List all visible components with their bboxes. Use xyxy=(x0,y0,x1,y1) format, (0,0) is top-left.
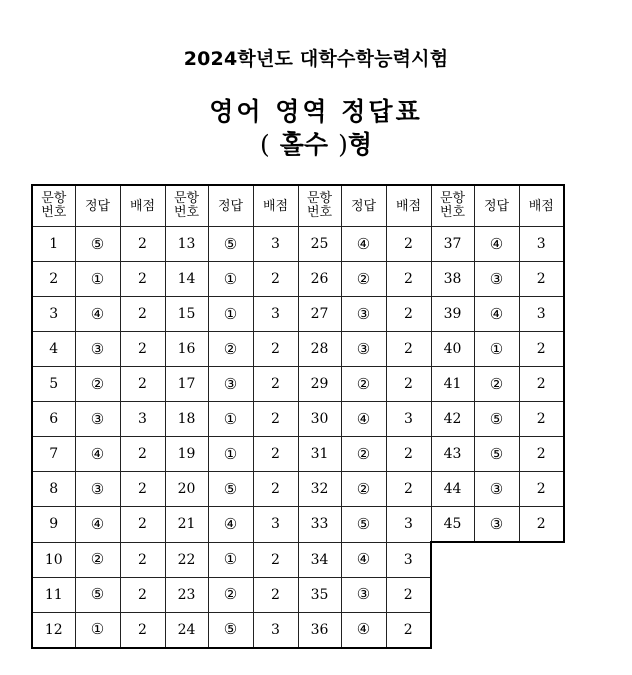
header-number xyxy=(298,185,341,227)
question-points: 2 xyxy=(120,437,165,472)
answer-choice: ② xyxy=(341,367,386,402)
question-points: 2 xyxy=(386,472,431,507)
answer-choice: ② xyxy=(208,577,253,612)
answer-choice: ⑤ xyxy=(75,577,120,612)
question-number: 14 xyxy=(165,262,208,297)
empty-cell xyxy=(474,577,519,612)
empty-cell xyxy=(474,542,519,577)
question-number: 44 xyxy=(431,472,474,507)
table-row xyxy=(32,507,564,543)
question-points: 2 xyxy=(120,542,165,577)
header-points: 배점 xyxy=(386,185,431,227)
answer-choice: ⑤ xyxy=(208,612,253,648)
question-points: 2 xyxy=(120,262,165,297)
answer-choice: ② xyxy=(341,437,386,472)
question-points: 2 xyxy=(253,332,298,367)
question-points: 2 xyxy=(519,262,564,297)
exam-title: 2024학년도 대학수학능력시험 xyxy=(183,48,449,70)
question-number: 36 xyxy=(298,612,341,648)
answer-choice: ① xyxy=(208,437,253,472)
question-points: 2 xyxy=(253,402,298,437)
question-number: 15 xyxy=(165,297,208,332)
question-number: 38 xyxy=(431,262,474,297)
header-answer: 정답 xyxy=(474,185,519,227)
answer-choice: ① xyxy=(474,332,519,367)
question-number: 11 xyxy=(32,577,75,612)
answer-choice: ④ xyxy=(341,612,386,648)
question-number: 35 xyxy=(298,577,341,612)
empty-cell xyxy=(431,542,474,577)
answer-choice: ⑤ xyxy=(208,227,253,262)
question-number: 13 xyxy=(165,227,208,262)
empty-cell xyxy=(431,612,474,648)
close-paren: ) xyxy=(338,130,348,159)
answer-choice: ④ xyxy=(75,507,120,543)
question-number: 19 xyxy=(165,437,208,472)
question-number: 28 xyxy=(298,332,341,367)
question-number: 3 xyxy=(32,297,75,332)
question-points: 2 xyxy=(253,262,298,297)
header-number-line1: 문항 xyxy=(306,191,333,206)
question-points: 2 xyxy=(253,367,298,402)
question-number: 39 xyxy=(431,297,474,332)
question-number: 29 xyxy=(298,367,341,402)
answer-choice: ② xyxy=(75,367,120,402)
question-number: 5 xyxy=(32,367,75,402)
answer-choice: ④ xyxy=(75,297,120,332)
answer-choice: ② xyxy=(341,262,386,297)
question-points: 3 xyxy=(519,297,564,332)
answer-choice: ③ xyxy=(341,332,386,367)
question-points: 3 xyxy=(253,297,298,332)
header-points: 배점 xyxy=(519,185,564,227)
question-number: 41 xyxy=(431,367,474,402)
empty-cell xyxy=(431,577,474,612)
question-points: 2 xyxy=(120,507,165,543)
table-row xyxy=(32,262,564,297)
question-number: 33 xyxy=(298,507,341,543)
question-points: 2 xyxy=(519,367,564,402)
empty-cell xyxy=(519,577,564,612)
question-number: 12 xyxy=(32,612,75,648)
question-number: 18 xyxy=(165,402,208,437)
empty-cell xyxy=(519,612,564,648)
answer-choice: ① xyxy=(75,612,120,648)
exam-type-line xyxy=(0,125,632,161)
question-points: 2 xyxy=(120,297,165,332)
header-number xyxy=(431,185,474,227)
question-number: 21 xyxy=(165,507,208,543)
answer-choice: ③ xyxy=(474,472,519,507)
question-points: 2 xyxy=(386,437,431,472)
table-row xyxy=(32,612,564,648)
question-number: 4 xyxy=(32,332,75,367)
answer-choice: ④ xyxy=(75,437,120,472)
question-number: 17 xyxy=(165,367,208,402)
question-points: 2 xyxy=(253,472,298,507)
answer-choice: ⑤ xyxy=(75,227,120,262)
header-number-line1: 문항 xyxy=(173,191,200,206)
header-answer: 정답 xyxy=(75,185,120,227)
question-points: 2 xyxy=(386,262,431,297)
question-number: 23 xyxy=(165,577,208,612)
question-points: 2 xyxy=(253,577,298,612)
question-points: 2 xyxy=(120,612,165,648)
question-points: 2 xyxy=(386,577,431,612)
question-number: 10 xyxy=(32,542,75,577)
question-points: 3 xyxy=(253,507,298,543)
question-points: 3 xyxy=(120,402,165,437)
question-number: 25 xyxy=(298,227,341,262)
header-number-line2: 번호 xyxy=(173,205,200,220)
question-points: 2 xyxy=(120,577,165,612)
header-number-line1: 문항 xyxy=(439,191,466,206)
question-points: 2 xyxy=(120,332,165,367)
header-points: 배점 xyxy=(120,185,165,227)
question-points: 3 xyxy=(386,542,431,577)
answer-choice: ⑤ xyxy=(474,437,519,472)
open-paren: ( xyxy=(260,130,270,159)
answer-choice: ③ xyxy=(75,472,120,507)
table-row xyxy=(32,227,564,262)
question-points: 2 xyxy=(120,227,165,262)
question-number: 24 xyxy=(165,612,208,648)
answer-choice: ⑤ xyxy=(208,472,253,507)
question-number: 2 xyxy=(32,262,75,297)
question-points: 2 xyxy=(120,472,165,507)
question-number: 22 xyxy=(165,542,208,577)
table-row xyxy=(32,332,564,367)
answer-choice: ② xyxy=(75,542,120,577)
answer-choice: ④ xyxy=(208,507,253,543)
answer-choice: ② xyxy=(341,472,386,507)
answer-choice: ① xyxy=(208,297,253,332)
answer-choice: ③ xyxy=(341,297,386,332)
header-answer: 정답 xyxy=(208,185,253,227)
question-number: 7 xyxy=(32,437,75,472)
answer-choice: ① xyxy=(208,262,253,297)
question-points: 3 xyxy=(386,402,431,437)
question-number: 37 xyxy=(431,227,474,262)
question-points: 3 xyxy=(253,227,298,262)
question-points: 2 xyxy=(386,227,431,262)
question-number: 6 xyxy=(32,402,75,437)
question-points: 2 xyxy=(386,332,431,367)
question-points: 2 xyxy=(519,472,564,507)
question-number: 30 xyxy=(298,402,341,437)
question-number: 43 xyxy=(431,437,474,472)
header-number-line1: 문항 xyxy=(41,191,67,206)
answer-choice: ③ xyxy=(208,367,253,402)
question-number: 31 xyxy=(298,437,341,472)
question-points: 2 xyxy=(519,437,564,472)
type-suffix: 형 xyxy=(347,130,372,159)
header-number-line2: 번호 xyxy=(306,205,333,220)
answer-choice: ② xyxy=(208,332,253,367)
question-number: 45 xyxy=(431,507,474,543)
answer-choice: ③ xyxy=(474,262,519,297)
header-number-line2: 번호 xyxy=(439,205,466,220)
answer-key-title: 영어 영역 정답표 xyxy=(209,97,423,126)
question-points: 2 xyxy=(386,612,431,648)
question-number: 40 xyxy=(431,332,474,367)
header-number-line2: 번호 xyxy=(41,205,67,220)
question-number: 27 xyxy=(298,297,341,332)
answer-choice: ① xyxy=(208,402,253,437)
header-row xyxy=(32,185,564,227)
header-answer: 정답 xyxy=(341,185,386,227)
question-number: 26 xyxy=(298,262,341,297)
table-row xyxy=(32,577,564,612)
question-points: 2 xyxy=(386,367,431,402)
answer-choice: ③ xyxy=(75,402,120,437)
question-points: 2 xyxy=(253,542,298,577)
answer-choice: ⑤ xyxy=(341,507,386,543)
question-number: 8 xyxy=(32,472,75,507)
answer-choice: ① xyxy=(75,262,120,297)
table-row xyxy=(32,437,564,472)
question-number: 32 xyxy=(298,472,341,507)
empty-cell xyxy=(474,612,519,648)
question-number: 1 xyxy=(32,227,75,262)
answer-choice: ③ xyxy=(75,332,120,367)
header-points: 배점 xyxy=(253,185,298,227)
question-number: 42 xyxy=(431,402,474,437)
question-points: 3 xyxy=(386,507,431,543)
question-number: 16 xyxy=(165,332,208,367)
question-points: 2 xyxy=(253,437,298,472)
answer-choice: ④ xyxy=(341,542,386,577)
question-number: 20 xyxy=(165,472,208,507)
question-points: 2 xyxy=(519,402,564,437)
table-row xyxy=(32,367,564,402)
answer-choice: ④ xyxy=(341,402,386,437)
exam-type: 홀수 xyxy=(279,130,329,159)
question-number: 9 xyxy=(32,507,75,543)
answer-choice: ④ xyxy=(474,227,519,262)
table-row xyxy=(32,542,564,577)
answer-table xyxy=(31,184,565,649)
table-row xyxy=(32,297,564,332)
header-number xyxy=(32,185,75,227)
table-row xyxy=(32,472,564,507)
empty-cell xyxy=(519,542,564,577)
answer-choice: ③ xyxy=(341,577,386,612)
question-points: 3 xyxy=(253,612,298,648)
question-points: 2 xyxy=(519,332,564,367)
question-number: 34 xyxy=(298,542,341,577)
answer-choice: ④ xyxy=(341,227,386,262)
answer-choice: ② xyxy=(474,367,519,402)
answer-choice: ⑤ xyxy=(474,402,519,437)
answer-choice: ③ xyxy=(474,507,519,543)
question-points: 2 xyxy=(386,297,431,332)
question-points: 3 xyxy=(519,227,564,262)
question-points: 2 xyxy=(120,367,165,402)
table-row xyxy=(32,402,564,437)
answer-choice: ④ xyxy=(474,297,519,332)
header-number xyxy=(165,185,208,227)
question-points: 2 xyxy=(519,507,564,543)
answer-choice: ① xyxy=(208,542,253,577)
